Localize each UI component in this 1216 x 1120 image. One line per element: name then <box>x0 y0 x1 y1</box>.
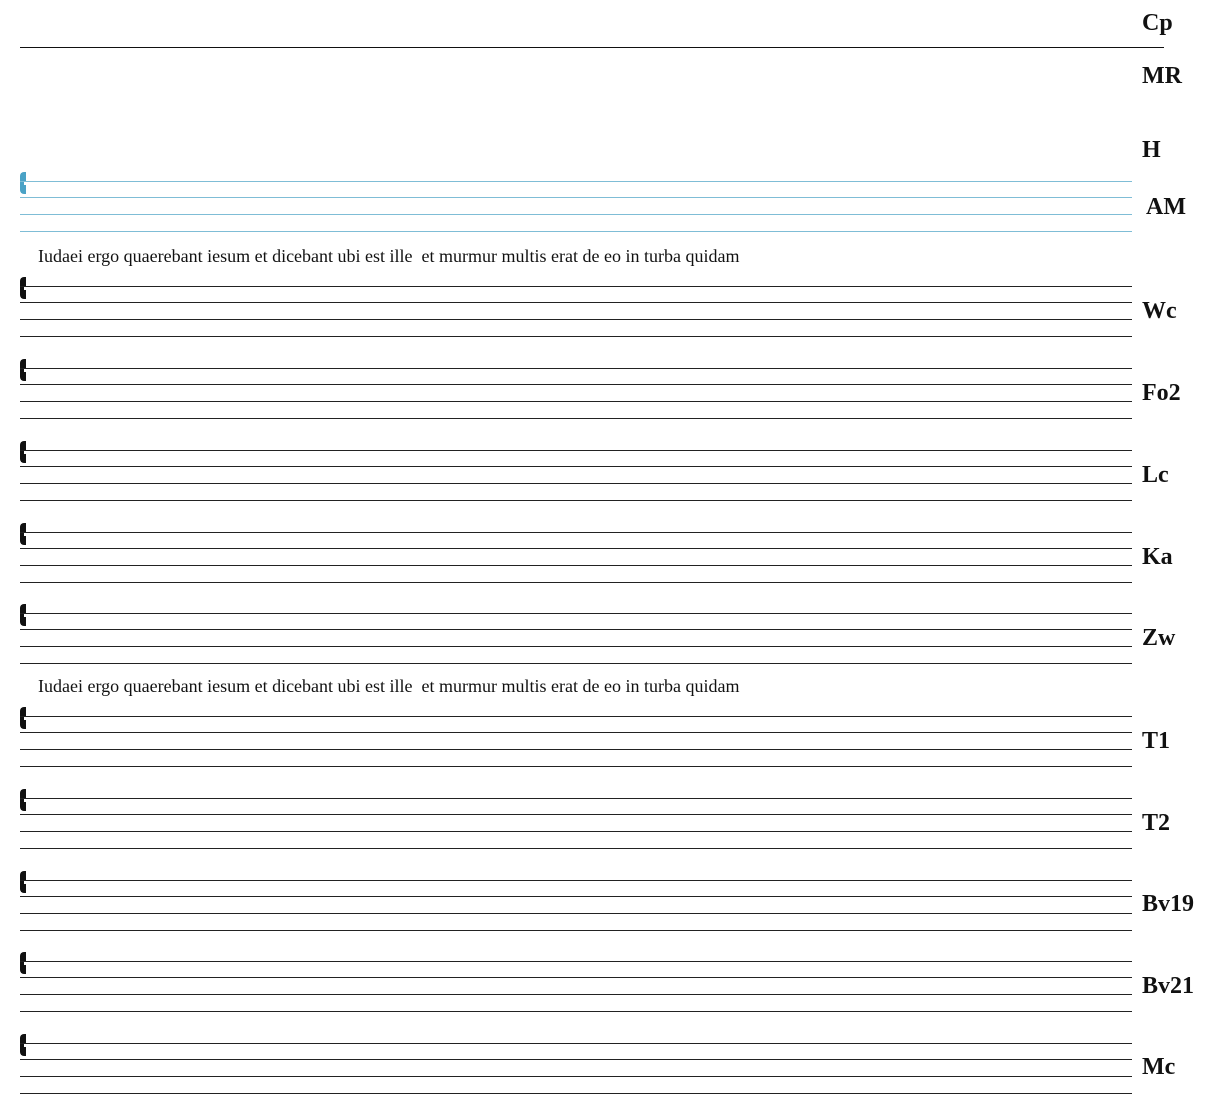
staff-line <box>20 961 1132 962</box>
source-label-t2: T2 <box>1142 810 1171 836</box>
staff-line <box>20 896 1132 897</box>
staff-line <box>20 930 1132 931</box>
staff-line <box>20 613 1132 614</box>
staff-am-active[interactable] <box>20 181 1132 231</box>
c-clef-icon <box>20 707 26 729</box>
staff-line <box>20 749 1132 750</box>
staff-line <box>20 214 1132 215</box>
source-label-cp: Cp <box>1142 10 1173 36</box>
lyric-line: Iudaei ergo quaerebant iesum et dicebant ubi est ille et murmur multis erat de eo in turba quidam <box>38 246 740 266</box>
c-clef-icon <box>20 359 26 381</box>
staff-line <box>20 401 1132 402</box>
staff-line <box>20 646 1132 647</box>
staff-line <box>20 384 1132 385</box>
staff-line <box>20 336 1132 337</box>
staff-line <box>20 368 1132 369</box>
staff-line <box>20 814 1132 815</box>
source-label-zw: Zw <box>1142 625 1176 651</box>
staff-line <box>20 418 1132 419</box>
staff-bv21[interactable] <box>20 961 1132 1011</box>
staff-line <box>20 197 1132 198</box>
lyric-line: Iudaei ergo quaerebant iesum et dicebant ubi est ille et murmur multis erat de eo in turba quidam <box>38 676 740 696</box>
c-clef-icon <box>20 789 26 811</box>
top-rule-divider <box>20 47 1164 48</box>
staff-line <box>20 1011 1132 1012</box>
staff-line <box>20 565 1132 566</box>
staff-line <box>20 716 1132 717</box>
staff-line <box>20 1093 1132 1094</box>
staff-line <box>20 1059 1132 1060</box>
c-clef-icon <box>20 441 26 463</box>
staff-line <box>20 302 1132 303</box>
staff-line <box>20 231 1132 232</box>
staff-lc[interactable] <box>20 450 1132 500</box>
staff-wc[interactable] <box>20 286 1132 336</box>
staff-line <box>20 994 1132 995</box>
staff-line <box>20 732 1132 733</box>
staff-line <box>20 1076 1132 1077</box>
c-clef-icon <box>20 1034 26 1056</box>
staff-line <box>20 466 1132 467</box>
staff-line <box>20 532 1132 533</box>
staff-line <box>20 831 1132 832</box>
source-label-t1: T1 <box>1142 728 1171 754</box>
staff-t1[interactable] <box>20 716 1132 766</box>
staff-t2[interactable] <box>20 798 1132 848</box>
source-label-bv21: Bv21 <box>1142 973 1195 999</box>
staff-line <box>20 286 1132 287</box>
c-clef-icon <box>20 172 26 194</box>
source-label-mc: Mc <box>1142 1054 1176 1080</box>
staff-line <box>20 483 1132 484</box>
staff-line <box>20 582 1132 583</box>
staff-bv19[interactable] <box>20 880 1132 930</box>
staff-line <box>20 913 1132 914</box>
source-label-fo2: Fo2 <box>1142 380 1181 406</box>
staff-line <box>20 319 1132 320</box>
staff-fo2[interactable] <box>20 368 1132 418</box>
source-label-lc: Lc <box>1142 462 1169 488</box>
staff-line <box>20 766 1132 767</box>
staff-line <box>20 798 1132 799</box>
c-clef-icon <box>20 523 26 545</box>
staff-line <box>20 500 1132 501</box>
source-label-h: H <box>1142 137 1161 163</box>
staff-ka[interactable] <box>20 532 1132 582</box>
staff-line <box>20 548 1132 549</box>
c-clef-icon <box>20 871 26 893</box>
staff-line <box>20 663 1132 664</box>
staff-line <box>20 450 1132 451</box>
staff-line <box>20 977 1132 978</box>
staff-line <box>20 1043 1132 1044</box>
staff-line <box>20 181 1132 182</box>
source-label-wc: Wc <box>1142 298 1177 324</box>
staff-mc[interactable] <box>20 1043 1132 1093</box>
source-label-am: AM <box>1146 194 1186 220</box>
c-clef-icon <box>20 277 26 299</box>
c-clef-icon <box>20 604 26 626</box>
staff-zw[interactable] <box>20 613 1132 663</box>
source-label-bv19: Bv19 <box>1142 891 1195 917</box>
staff-line <box>20 848 1132 849</box>
staff-line <box>20 880 1132 881</box>
source-label-mr: MR <box>1142 63 1182 89</box>
source-label-ka: Ka <box>1142 544 1173 570</box>
staff-line <box>20 629 1132 630</box>
c-clef-icon <box>20 952 26 974</box>
